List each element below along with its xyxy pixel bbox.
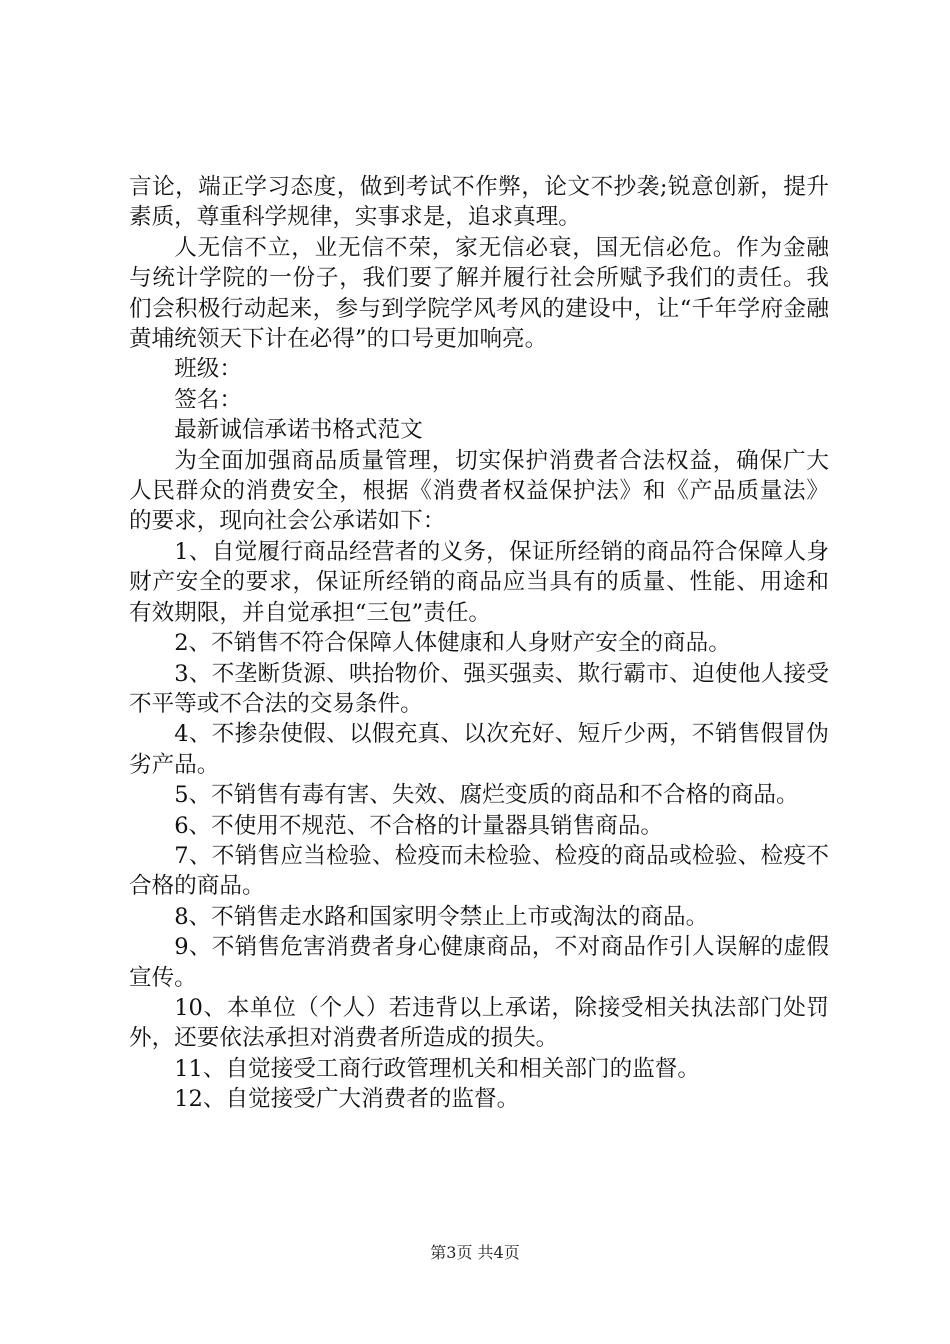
paragraph: 最新诚信承诺书格式范文	[174, 417, 423, 444]
paragraph: 人无信不立，业无信不荣，家无信必衰，国无信必危。作为金融与统计学院的一份子，我们要了解并履行社会所赋予我们的责任。我们会积极行动起来，参与到学院学风考风的建设中，让“千年学府金融黄埔统领天下计在必得”的口号更加响亮。	[129, 234, 829, 353]
paragraph: 班级：	[174, 356, 242, 383]
paragraph: 10、本单位（个人）若违背以上承诺，除接受相关执法部门处罚外，还要依法承担对消费者所造成的损失。	[129, 994, 829, 1052]
paragraph: 3、不垄断货源、哄抬物价、强买强卖、欺行霸市、迫使他人接受不平等或不合法的交易条件。	[129, 660, 829, 717]
document-body	[129, 172, 829, 1115]
paragraph: 2、不销售不符合保障人体健康和人身财产安全的商品。	[174, 630, 731, 657]
paragraph: 签名：	[174, 386, 242, 413]
paragraph: 8、不销售走水路和国家明令禁止上市或淘汰的商品。	[174, 903, 709, 930]
paragraph: 为全面加强商品质量管理，切实保护消费者合法权益，确保广大人民群众的消费安全，根据《消费者权益保护法》和《产品质量法》的要求，现向社会公承诺如下：	[129, 447, 829, 535]
paragraph: 9、不销售危害消费者身心健康商品，不对商品作引人误解的虚假宣传。	[129, 934, 829, 991]
page-footer: 第3页 共4页	[430, 1243, 520, 1262]
paragraph: 11、自觉接受工商行政管理机关和相关部门的监督。	[174, 1055, 700, 1082]
paragraph: 7、不销售应当检验、检疫而未检验、检疫的商品或检验、检疫不合格的商品。	[129, 842, 829, 900]
paragraph: 言论，端正学习态度，做到考试不作弊，论文不抄袭;锐意创新，提升素质，尊重科学规律，实事求是，追求真理。	[129, 174, 829, 231]
paragraph: 1、自觉履行商品经营者的义务，保证所经销的商品符合保障人身财产安全的要求，保证所经销的商品应当具有的质量、性能、用途和有效期限，并自觉承担“三包”责任。	[129, 538, 829, 626]
paragraph: 12、自觉接受广大消费者的监督。	[174, 1086, 520, 1113]
paragraph: 6、不使用不规范、不合格的计量器具销售商品。	[174, 812, 664, 839]
paragraph: 4、不掺杂使假、以假充真、以次充好、短斤少两，不销售假冒伪劣产品。	[129, 721, 829, 778]
paragraph: 5、不销售有毒有害、失效、腐烂变质的商品和不合格的商品。	[174, 782, 799, 809]
